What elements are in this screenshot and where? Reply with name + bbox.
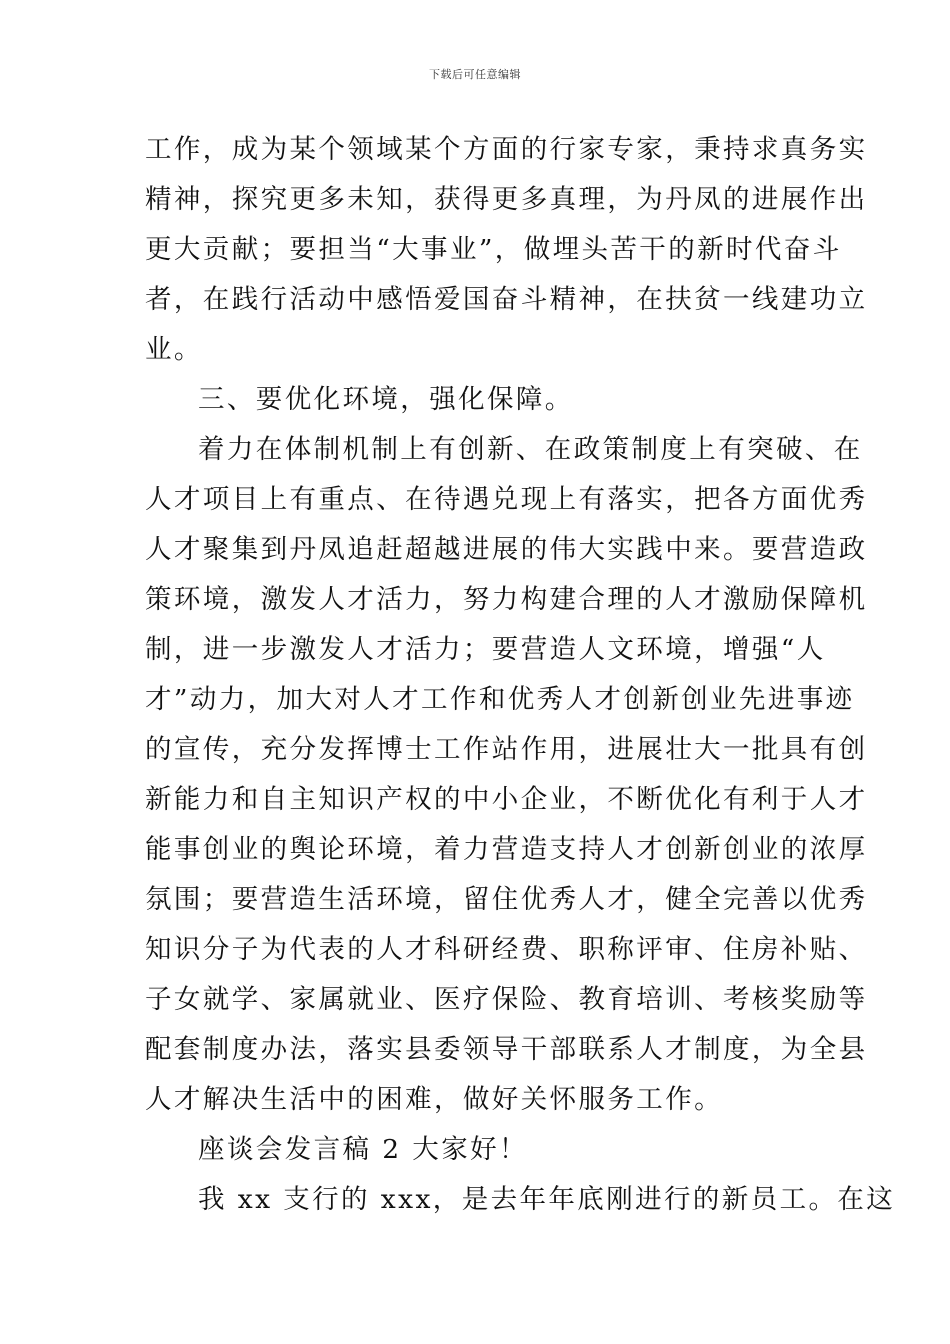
paragraph-line: 配套制度办法，落实县委领导干部联系人才制度，为全县 [145, 1034, 868, 1065]
paragraph-line: 策环境，激发人才活力，努力构建合理的人才激励保障机 [145, 584, 868, 615]
paragraph-line: 制，进一步激发人才活力；要营造人文环境，增强“人 [145, 634, 826, 665]
paragraph-line: 人才解决生活中的困难，做好关怀服务工作。 [145, 1084, 723, 1115]
paragraph-line: 新能力和自主知识产权的中小企业，不断优化有利于人才 [145, 784, 868, 815]
page-header-note: 下载后可任意编辑 [429, 68, 521, 81]
paragraph-line: 子女就学、家属就业、医疗保险、教育培训、考核奖励等 [145, 984, 868, 1015]
paragraph-line: 我 xx 支行的 xxx，是去年年底刚进行的新员工。在这 [198, 1184, 896, 1215]
paragraph-line: 的宣传，充分发挥博士工作站作用，进展壮大一批具有创 [145, 734, 868, 765]
paragraph-line: 着力在体制机制上有创新、在政策制度上有突破、在 [198, 434, 863, 465]
paragraph-line: 能事创业的舆论环境，着力营造支持人才创新创业的浓厚 [145, 834, 868, 865]
section-heading: 三、要优化环境，强化保障。 [198, 384, 574, 415]
speech-heading: 座谈会发言稿 2 大家好！ [198, 1134, 528, 1165]
paragraph-line: 者，在践行活动中感悟爱国奋斗精神，在扶贫一线建功立 [145, 284, 868, 315]
paragraph-line: 人才项目上有重点、在待遇兑现上有落实，把各方面优秀 [145, 484, 868, 515]
paragraph-line: 知识分子为代表的人才科研经费、职称评审、住房补贴、 [145, 934, 868, 965]
paragraph-line: 才”动力，加大对人才工作和优秀人才创新创业先进事迹 [145, 684, 855, 715]
paragraph-line: 人才聚集到丹凤追赶超越进展的伟大实践中来。要营造政 [145, 534, 868, 565]
paragraph-line: 工作，成为某个领域某个方面的行家专家，秉持求真务实 [145, 134, 868, 165]
paragraph-line: 业。 [145, 334, 203, 365]
paragraph-line: 精神，探究更多未知，获得更多真理，为丹凤的进展作出 [145, 184, 868, 215]
paragraph-line: 氛围；要营造生活环境，留住优秀人才，健全完善以优秀 [145, 884, 868, 915]
paragraph-line: 更大贡献；要担当“大事业”，做埋头苦干的新时代奋斗 [145, 234, 842, 265]
